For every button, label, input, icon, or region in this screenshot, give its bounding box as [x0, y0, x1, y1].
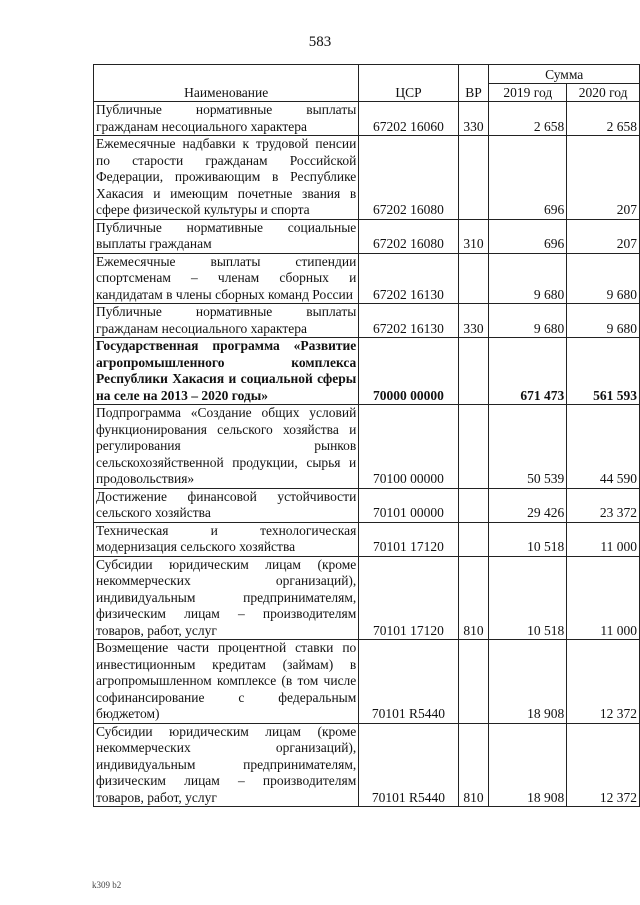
table-body [94, 102, 640, 807]
row-name-cell: Достижение финансовой устойчивости сельского хозяйства [94, 488, 359, 522]
row-2020-cell: 561 593 [567, 338, 640, 405]
row-vr-cell: 330 [458, 304, 489, 338]
table-row [94, 488, 640, 522]
row-2020-cell: 12 372 [567, 640, 640, 724]
table-row [94, 556, 640, 640]
header-year-2020: 2020 год [567, 84, 640, 102]
row-csr-cell: 67202 16130 [359, 304, 458, 338]
row-name-cell: Субсидии юридическим лицам (кроме некоммерческих организаций), индивидуальным предпринимателям, физическим лицам – производителям товаров, работ, услуг [94, 556, 359, 640]
row-name-cell: Техническая и технологическая модернизация сельского хозяйства [94, 522, 359, 556]
table-row [94, 338, 640, 405]
footer-code: k309 b2 [92, 880, 122, 890]
table-row [94, 304, 640, 338]
budget-table [93, 64, 640, 807]
row-name-cell: Публичные нормативные выплаты гражданам несоциального характера [94, 102, 359, 136]
row-csr-cell: 67202 16080 [359, 219, 458, 253]
row-2019-cell: 9 680 [489, 304, 567, 338]
row-vr-cell [458, 640, 489, 724]
row-name-cell: Ежемесячные выплаты стипендии спортсменам – членам сборных и кандидатам в члены сборных команд России [94, 253, 359, 304]
table-row [94, 102, 640, 136]
row-name-cell: Публичные нормативные выплаты гражданам несоциального характера [94, 304, 359, 338]
table-row [94, 253, 640, 304]
row-vr-cell [458, 522, 489, 556]
row-2020-cell: 44 590 [567, 405, 640, 489]
row-2019-cell: 2 658 [489, 102, 567, 136]
row-vr-cell: 810 [458, 723, 489, 807]
row-vr-cell [458, 338, 489, 405]
table-row [94, 640, 640, 724]
row-2020-cell: 23 372 [567, 488, 640, 522]
row-2020-cell: 2 658 [567, 102, 640, 136]
row-csr-cell: 70101 00000 [359, 488, 458, 522]
row-name-cell: Подпрограмма «Создание общих условий функционирования сельского хозяйства и регулирования рынков сельскохозяйственной продукции, сырья и продовольствия» [94, 405, 359, 489]
row-2020-cell: 207 [567, 136, 640, 220]
table-row [94, 219, 640, 253]
row-csr-cell: 70000 00000 [359, 338, 458, 405]
row-csr-cell: 70100 00000 [359, 405, 458, 489]
table-row [94, 522, 640, 556]
row-vr-cell [458, 488, 489, 522]
row-csr-cell: 70101 R5440 [359, 640, 458, 724]
table-row [94, 136, 640, 220]
row-2019-cell: 9 680 [489, 253, 567, 304]
header-sum: Сумма [489, 65, 640, 84]
row-2019-cell: 671 473 [489, 338, 567, 405]
table-header [94, 65, 640, 102]
header-csr: ЦСР [359, 65, 458, 102]
table-row [94, 723, 640, 807]
header-vr: ВР [458, 65, 489, 102]
row-2019-cell: 696 [489, 219, 567, 253]
row-vr-cell: 330 [458, 102, 489, 136]
row-name-cell: Государственная программа «Развитие агропромышленного комплекса Республики Хакасия и социальной сферы на селе на 2013 – 2020 годы» [94, 338, 359, 405]
row-csr-cell: 70101 17120 [359, 522, 458, 556]
header-year-2019: 2019 год [489, 84, 567, 102]
row-2020-cell: 11 000 [567, 556, 640, 640]
row-2019-cell: 50 539 [489, 405, 567, 489]
row-vr-cell [458, 136, 489, 220]
row-csr-cell: 70101 R5440 [359, 723, 458, 807]
row-2019-cell: 18 908 [489, 640, 567, 724]
row-2020-cell: 207 [567, 219, 640, 253]
row-2020-cell: 9 680 [567, 304, 640, 338]
row-name-cell: Публичные нормативные социальные выплаты гражданам [94, 219, 359, 253]
page-number: 583 [308, 34, 332, 50]
row-2019-cell: 18 908 [489, 723, 567, 807]
row-2019-cell: 696 [489, 136, 567, 220]
header-name: Наименование [94, 65, 359, 102]
row-2019-cell: 10 518 [489, 556, 567, 640]
row-vr-cell: 810 [458, 556, 489, 640]
row-name-cell: Возмещение части процентной ставки по инвестиционным кредитам (займам) в агропромышленном комплексе (в том числе софинансирование с федеральным бюджетом) [94, 640, 359, 724]
row-name-cell: Ежемесячные надбавки к трудовой пенсии по старости гражданам Российской Федерации, проживающим в Республике Хакасия и имеющим почетные звания в сфере физической культуры и спорта [94, 136, 359, 220]
row-vr-cell [458, 253, 489, 304]
row-2019-cell: 29 426 [489, 488, 567, 522]
row-csr-cell: 67202 16080 [359, 136, 458, 220]
row-2020-cell: 12 372 [567, 723, 640, 807]
row-2019-cell: 10 518 [489, 522, 567, 556]
row-2020-cell: 11 000 [567, 522, 640, 556]
row-csr-cell: 67202 16060 [359, 102, 458, 136]
table-row [94, 405, 640, 489]
row-name-cell: Субсидии юридическим лицам (кроме некоммерческих организаций), индивидуальным предпринимателям, физическим лицам – производителям товаров, работ, услуг [94, 723, 359, 807]
row-vr-cell [458, 405, 489, 489]
row-csr-cell: 70101 17120 [359, 556, 458, 640]
row-csr-cell: 67202 16130 [359, 253, 458, 304]
row-vr-cell: 310 [458, 219, 489, 253]
row-2020-cell: 9 680 [567, 253, 640, 304]
